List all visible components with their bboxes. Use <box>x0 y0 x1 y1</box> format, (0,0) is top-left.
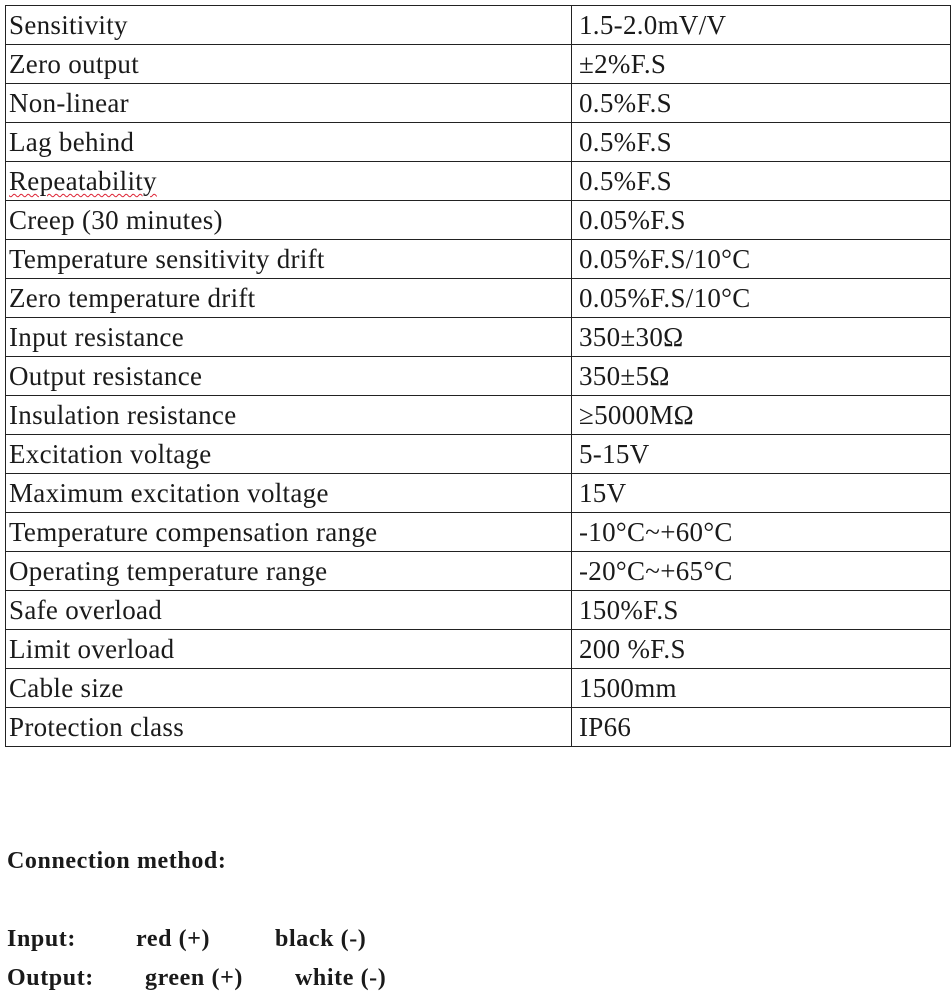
spec-table <box>5 5 951 747</box>
param-value: 350±5Ω <box>572 357 951 396</box>
param-value: 0.05%F.S <box>572 201 951 240</box>
param-value: ≥5000MΩ <box>572 396 951 435</box>
param-name: Safe overload <box>6 591 572 630</box>
param-name: Operating temperature range <box>6 552 572 591</box>
table-row <box>6 123 951 162</box>
table-row <box>6 318 951 357</box>
table-row <box>6 435 951 474</box>
table-row <box>6 630 951 669</box>
table-row <box>6 357 951 396</box>
table-row <box>6 84 951 123</box>
param-value: IP66 <box>572 708 951 747</box>
param-value: 200 %F.S <box>572 630 951 669</box>
param-value: 0.05%F.S/10°C <box>572 240 951 279</box>
param-name: Zero output <box>6 45 572 84</box>
param-value: 0.5%F.S <box>572 162 951 201</box>
param-name: Repeatability <box>9 166 157 196</box>
output-positive-wire: green (+) <box>145 965 243 991</box>
param-value: 15V <box>572 474 951 513</box>
table-row <box>6 6 951 45</box>
connection-method-heading: Connection method: <box>7 848 227 874</box>
table-row <box>6 708 951 747</box>
table-row <box>6 240 951 279</box>
param-name: Maximum excitation voltage <box>6 474 572 513</box>
param-name: Excitation voltage <box>6 435 572 474</box>
input-negative-wire: black (-) <box>275 926 367 952</box>
table-row <box>6 474 951 513</box>
param-value: 0.5%F.S <box>572 123 951 162</box>
param-value: -20°C~+65°C <box>572 552 951 591</box>
input-wiring-line <box>7 926 366 953</box>
table-row <box>6 396 951 435</box>
param-value: 1500mm <box>572 669 951 708</box>
table-row <box>6 552 951 591</box>
input-positive-wire: red (+) <box>136 926 211 952</box>
param-name: Limit overload <box>6 630 572 669</box>
param-name: Creep (30 minutes) <box>6 201 572 240</box>
output-label: Output: <box>7 965 94 991</box>
param-name: Input resistance <box>6 318 572 357</box>
param-value: 150%F.S <box>572 591 951 630</box>
input-label: Input: <box>7 926 76 952</box>
param-value: 1.5-2.0mV/V <box>572 6 951 45</box>
param-name: Temperature sensitivity drift <box>6 240 572 279</box>
param-value: 350±30Ω <box>572 318 951 357</box>
param-name: Zero temperature drift <box>6 279 572 318</box>
param-name: Insulation resistance <box>6 396 572 435</box>
param-value: -10°C~+60°C <box>572 513 951 552</box>
output-negative-wire: white (-) <box>295 965 387 991</box>
table-row <box>6 513 951 552</box>
table-row <box>6 279 951 318</box>
table-row <box>6 201 951 240</box>
table-row <box>6 669 951 708</box>
param-value: 5-15V <box>572 435 951 474</box>
param-value: ±2%F.S <box>572 45 951 84</box>
param-name: Lag behind <box>6 123 572 162</box>
param-name: Output resistance <box>6 357 572 396</box>
table-row <box>6 162 951 201</box>
output-wiring-line <box>7 965 386 992</box>
param-name: Protection class <box>6 708 572 747</box>
param-value: 0.05%F.S/10°C <box>572 279 951 318</box>
param-name: Non-linear <box>6 84 572 123</box>
param-name: Cable size <box>6 669 572 708</box>
table-row <box>6 45 951 84</box>
param-name: Temperature compensation range <box>6 513 572 552</box>
param-name-cell <box>6 162 572 201</box>
param-name: Sensitivity <box>6 6 572 45</box>
param-value: 0.5%F.S <box>572 84 951 123</box>
table-row <box>6 591 951 630</box>
